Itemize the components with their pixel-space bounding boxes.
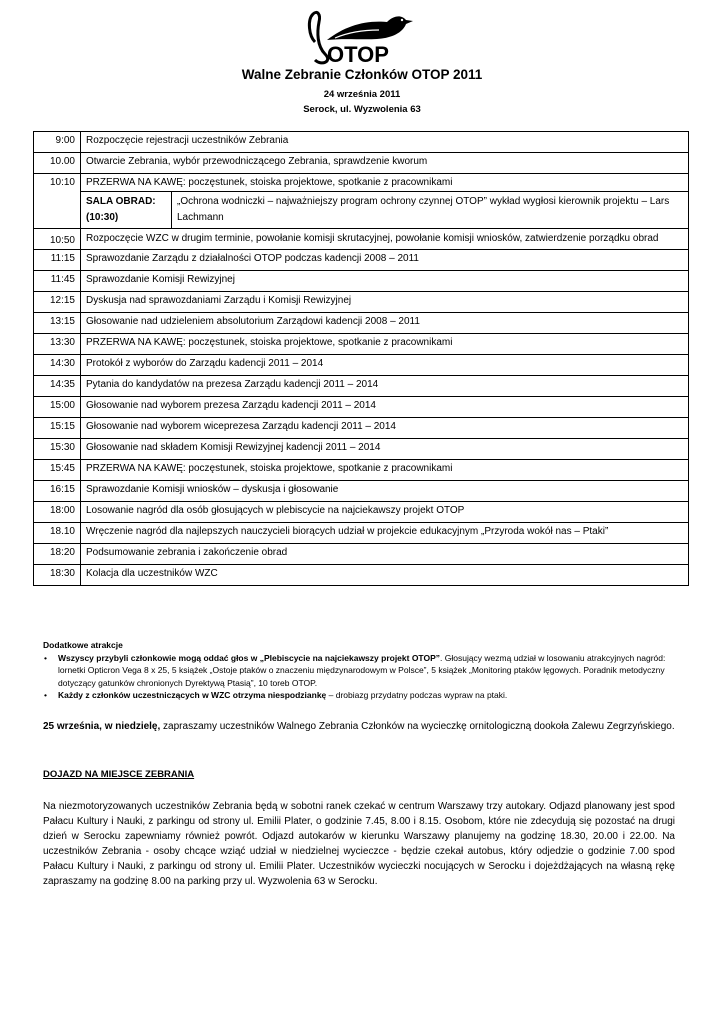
- agenda-text: Rozpoczęcie rejestracji uczestników Zebrania: [81, 132, 689, 153]
- agenda-text: Sprawozdanie Zarządu z działalności OTOP podczas kadencji 2008 – 2011: [81, 250, 689, 271]
- table-row: [34, 460, 689, 481]
- agenda-time: 18:00: [34, 502, 81, 523]
- table-row: [34, 292, 689, 313]
- sunday-paragraph: [43, 719, 675, 734]
- agenda-time: 11:15: [34, 250, 81, 271]
- event-location: Serock, ul. Wyzwolenia 63: [303, 104, 421, 115]
- agenda-time: 14:30: [34, 355, 81, 376]
- agenda-time: 10:10: [34, 174, 81, 229]
- agenda-text: Protokół z wyborów do Zarządu kadencji 2011 – 2014: [81, 355, 689, 376]
- table-row: [34, 313, 689, 334]
- agenda-time: 12:15: [34, 292, 81, 313]
- agenda-time: 13:15: [34, 313, 81, 334]
- event-date: 24 września 2011: [323, 89, 401, 100]
- agenda-text: Sprawozdanie Komisji Rewizyjnej: [81, 271, 689, 292]
- table-row: [34, 544, 689, 565]
- table-row: [34, 523, 689, 544]
- list-item: [44, 652, 675, 690]
- table-row: [34, 355, 689, 376]
- table-row: [34, 502, 689, 523]
- table-row: [34, 229, 689, 250]
- sala-obrad-table: [81, 192, 688, 228]
- sunday-text: zapraszamy uczestników Walnego Zebrania Członków na wycieczkę ornitologiczną dookoła Zalewu Zegrzyńskiego.: [160, 721, 675, 732]
- agenda-text: Pytania do kandydatów na prezesa Zarządu kadencji 2011 – 2014: [81, 376, 689, 397]
- agenda-time: 16:15: [34, 481, 81, 502]
- agenda-time: 15:30: [34, 439, 81, 460]
- list-item: [44, 689, 675, 702]
- agenda-time: 11:45: [34, 271, 81, 292]
- transport-heading: DOJAZD NA MIEJSCE ZEBRANIA: [43, 769, 195, 780]
- agenda-text: Dyskusja nad sprawozdaniami Zarządu i Komisji Rewizyjnej: [81, 292, 689, 313]
- agenda-text: Głosowanie nad składem Komisji Rewizyjnej kadencji 2011 – 2014: [81, 439, 689, 460]
- agenda-time: 18:30: [34, 565, 81, 586]
- table-row: [34, 439, 689, 460]
- extras-heading: Dodatkowe atrakcje: [43, 640, 123, 650]
- extras-item-text: . Głosujący wezmą udział w losowaniu atrakcyjnych nagród: lornetki Opticron Vega 8 x 25, 5 książek „Ostoje ptaków o znaczeniu międzynarodowym w Polsce”, 5 książek „Monitoring ptaków lęgowych. Poradnik metodyczny dotyczący gatunków chronionych Dyrektywą Ptasią”, 10 toreb OTOP.: [58, 652, 666, 688]
- page-title: Walne Zebranie Członków OTOP 2011: [241, 67, 483, 82]
- agenda-time: 18:20: [34, 544, 81, 565]
- agenda-text: PRZERWA NA KAWĘ: poczęstunek, stoiska projektowe, spotkanie z pracownikami: [81, 174, 688, 192]
- table-row: [34, 418, 689, 439]
- agenda-table: [33, 131, 689, 586]
- extras-item-bold: Wszyscy przybyli członkowie mogą oddać głos w „Plebiscycie na najciekawszy projekt OTOP”: [58, 652, 441, 663]
- table-row: [34, 153, 689, 174]
- agenda-text: Głosowanie nad udzieleniem absolutorium Zarządowi kadencji 2008 – 2011: [81, 313, 689, 334]
- agenda-text: PRZERWA NA KAWĘ: poczęstunek, stoiska projektowe, spotkanie z pracownikami: [81, 334, 689, 355]
- agenda-nested-cell: [81, 174, 689, 229]
- extras-item-bold: Każdy z członków uczestniczących w WZC otrzyma niespodziankę: [58, 690, 327, 700]
- agenda-text: Losowanie nagród dla osób głosujących w plebiscycie na najciekawszy projekt OTOP: [81, 502, 689, 523]
- extras-section: [43, 639, 675, 702]
- agenda-text: Sprawozdanie Komisji wniosków – dyskusja i głosowanie: [81, 481, 689, 502]
- table-row: [34, 271, 689, 292]
- lecture-text: „Ochrona wodniczki – najważniejszy program ochrony czynnej OTOP” wykład wygłosi kierownik projektu – Lars Lachmann: [177, 196, 670, 223]
- extras-list: [43, 652, 675, 702]
- agenda-time: 13:30: [34, 334, 81, 355]
- transport-paragraph: Na niezmotoryzowanych uczestników Zebrania będą w sobotni ranek czekać w centrum Warszawy trzy autokary. Odjazd planowany jest spod Pałacu Kultury i Nauki, z parkingu od strony ul. Emilii Plater, o godzinie 7.45, 8.00 i 8.15. Osobom, które nie zdecydują się pozostać na drugi dzień w Serocku zapewniamy również powrót. Odjazd autokarów w kierunku Warszawy planujemy na godzinę 18.30, 20.00 i 22.00. Na uczestników Zebrania - osoby chcące wziąć udział w niedzielnej wycieczce - będzie czekał autobus, który odjedzie o godzinie 7.00 spod Pałacu Kultury i Nauki, z parkingu od strony ul. Emilii Plater. Uczestników wycieczki nocujących w Serocku i dojeżdżających na własną rękę zapraszamy na godzinę 8.00 na parking przy ul. Wyzwolenia 63 w Serocku.: [43, 801, 675, 887]
- agenda-text: Rozpoczęcie WZC w drugim terminie, powołanie komisji skrutacyjnej, powołanie komisji wniosków, zatwierdzenie porządku obrad: [81, 229, 689, 250]
- agenda-text: Głosowanie nad wyborem wiceprezesa Zarządu kadencji 2011 – 2014: [81, 418, 689, 439]
- table-row: [34, 132, 689, 153]
- otop-logo: [305, 8, 417, 68]
- table-row: [34, 565, 689, 586]
- agenda-time: 9:00: [34, 132, 81, 153]
- agenda-time: 15:00: [34, 397, 81, 418]
- table-row: [34, 397, 689, 418]
- sala-label: [81, 192, 172, 228]
- table-row: [34, 250, 689, 271]
- bullet-icon: •: [44, 690, 47, 700]
- agenda-text: Wręczenie nagród dla najlepszych nauczycieli biorących udział w projekcie edukacyjnym „Przyroda wokół nas – Ptaki”: [81, 523, 689, 544]
- logo-text: OTOP: [327, 42, 389, 67]
- agenda-text: PRZERWA NA KAWĘ: poczęstunek, stoiska projektowe, spotkanie z pracownikami: [81, 460, 689, 481]
- agenda-time: 15:15: [34, 418, 81, 439]
- agenda-time: 18.10: [34, 523, 81, 544]
- agenda-text: Podsumowanie zebrania i zakończenie obrad: [81, 544, 689, 565]
- agenda-time: 14:35: [34, 376, 81, 397]
- agenda-time: 10.00: [34, 153, 81, 174]
- sala-label-line: SALA OBRAD:: [86, 196, 156, 207]
- agenda-text: Kolacja dla uczestników WZC: [81, 565, 689, 586]
- sala-time: (10:30): [86, 212, 119, 223]
- agenda-text: Otwarcie Zebrania, wybór przewodniczącego Zebrania, sprawdzenie kworum: [81, 153, 689, 174]
- agenda-time: 15:45: [34, 460, 81, 481]
- sunday-date: 25 września, w niedzielę,: [43, 721, 161, 732]
- bullet-icon: •: [44, 652, 47, 663]
- table-row: [34, 481, 689, 502]
- table-row: [34, 334, 689, 355]
- agenda-time: 10:50: [34, 229, 81, 250]
- extras-item-text: – drobiazg przydatny podczas wypraw na ptaki.: [326, 690, 508, 700]
- table-row: [34, 376, 689, 397]
- table-row: [34, 174, 689, 229]
- agenda-text: Głosowanie nad wyborem prezesa Zarządu kadencji 2011 – 2014: [81, 397, 689, 418]
